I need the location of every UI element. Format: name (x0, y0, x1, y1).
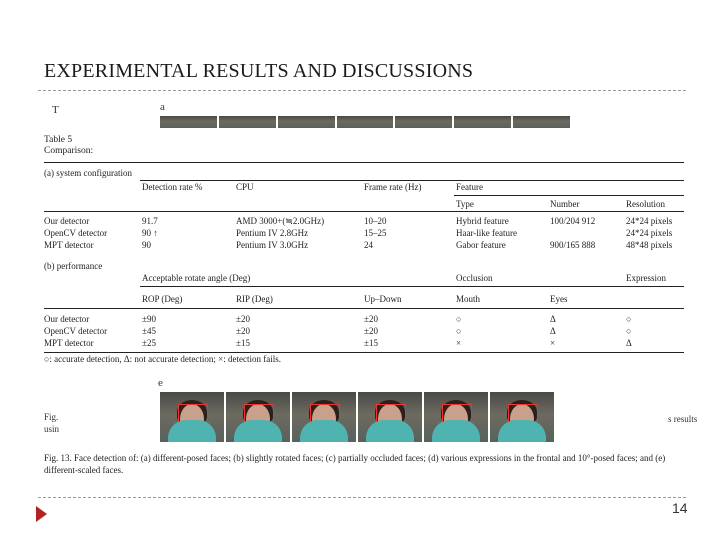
feature-rule (454, 195, 684, 196)
row-b3-name: MPT detector (44, 338, 94, 348)
row-b2-mouth: ○ (456, 326, 462, 336)
row-b2-expr: ○ (626, 326, 632, 336)
page-number: 14 (672, 500, 688, 516)
row-a2-cpu: Pentium IV 2.8GHz (236, 228, 309, 238)
row-a3-name: MPT detector (44, 240, 94, 250)
face-frame (424, 392, 488, 442)
header-rule-b (140, 286, 684, 287)
row-b2-updown: ±20 (364, 326, 378, 336)
row-b1-expr: ○ (626, 314, 632, 324)
col-cpu: CPU (236, 182, 254, 192)
row-a3-fps: 24 (364, 240, 373, 250)
col-eyes: Eyes (550, 294, 568, 304)
table-legend: ○: accurate detection, Δ: not accurate detection; ×: detection fails. (44, 354, 281, 364)
fragment-marker-a: a (160, 101, 165, 113)
row-a3-cpu: Pentium IV 3.0GHz (236, 240, 309, 250)
row-a3-type: Gabor feature (456, 240, 506, 250)
face-frame (358, 392, 422, 442)
col-frame-rate: Frame rate (Hz) (364, 182, 422, 192)
row-b1-rip: ±20 (236, 314, 250, 324)
row-b1-eyes: Δ (550, 314, 556, 324)
fragment-marker-e: e (158, 377, 163, 389)
row-a1-res: 24*24 pixels (626, 216, 673, 226)
row-b1-updown: ±20 (364, 314, 378, 324)
row-b1-mouth: ○ (456, 314, 462, 324)
footer-divider (38, 497, 686, 498)
title-divider (38, 90, 686, 91)
row-a2-res: 24*24 pixels (626, 228, 673, 238)
fragment-fig: Fig. (44, 412, 59, 422)
face-frame (292, 392, 356, 442)
nav-arrow-icon[interactable] (36, 506, 47, 522)
row-b2-eyes: Δ (550, 326, 556, 336)
row-a2-fps: 15–25 (364, 228, 387, 238)
row-a2-rate: 90 ↑ (142, 228, 158, 238)
fragment-results: s results (668, 414, 698, 424)
face-detection-strip (160, 392, 566, 442)
row-a3-number: 900/165 888 (550, 240, 596, 250)
row-b1-rop: ±90 (142, 314, 156, 324)
row-a1-fps: 10–20 (364, 216, 387, 226)
row-a1-type: Hybrid feature (456, 216, 509, 226)
row-a2-name: OpenCV detector (44, 228, 108, 238)
table-bottom-rule (44, 352, 684, 353)
face-frame (490, 392, 554, 442)
row-a1-cpu: AMD 3000+(≒2.0GHz) (236, 216, 325, 226)
feature-type: Type (456, 199, 474, 209)
face-frame (226, 392, 290, 442)
body-rule-b (44, 308, 684, 309)
row-b3-rop: ±25 (142, 338, 156, 348)
face-frame (160, 392, 224, 442)
col-rip: RIP (Deg) (236, 294, 273, 304)
row-a1-name: Our detector (44, 216, 90, 226)
row-a1-number: 100/204 912 (550, 216, 596, 226)
col-feature: Feature (456, 182, 483, 192)
row-b3-eyes: × (550, 338, 556, 348)
figure-caption: Fig. 13. Face detection of: (a) different-posed faces; (b) slightly rotated faces; (c) partially occluded faces; (d) various expressions in the frontal and 10°-posed faces; and (e) different-scaled faces. (44, 453, 666, 476)
col-detection: Detection rate % (142, 182, 203, 192)
col-up-down: Up–Down (364, 294, 402, 304)
fragment-top-left: T (52, 104, 59, 116)
header-rule (140, 180, 684, 181)
row-b3-mouth: × (456, 338, 462, 348)
row-b3-expr: Δ (626, 338, 632, 348)
top-image-strip (160, 116, 570, 128)
feature-number: Number (550, 199, 580, 209)
row-a3-res: 48*48 pixels (626, 240, 673, 250)
col-mouth: Mouth (456, 294, 481, 304)
section-b-label: (b) performance (44, 261, 103, 271)
col-expression: Expression (626, 273, 666, 283)
col-occlusion: Occlusion (456, 273, 493, 283)
slide-title: EXPERIMENTAL RESULTS AND DISCUSSIONS (44, 60, 474, 82)
row-b1-name: Our detector (44, 314, 90, 324)
feature-resolution: Resolution (626, 199, 666, 209)
row-a1-rate: 91.7 (142, 216, 158, 226)
table-top-rule (44, 162, 684, 163)
col-rop: ROP (Deg) (142, 294, 183, 304)
row-a3-rate: 90 (142, 240, 151, 250)
row-b2-name: OpenCV detector (44, 326, 108, 336)
row-b3-rip: ±15 (236, 338, 250, 348)
row-b3-updown: ±15 (364, 338, 378, 348)
row-b2-rip: ±20 (236, 326, 250, 336)
body-rule-a (44, 211, 684, 212)
row-a2-type: Haar-like feature (456, 228, 518, 238)
col-rotate-angle: Acceptable rotate angle (Deg) (142, 273, 251, 283)
table-caption: Table 5 Comparison: (44, 135, 94, 157)
row-b2-rop: ±45 (142, 326, 156, 336)
fragment-using: usin (44, 424, 60, 434)
section-a-label: (a) system configuration (44, 168, 132, 178)
